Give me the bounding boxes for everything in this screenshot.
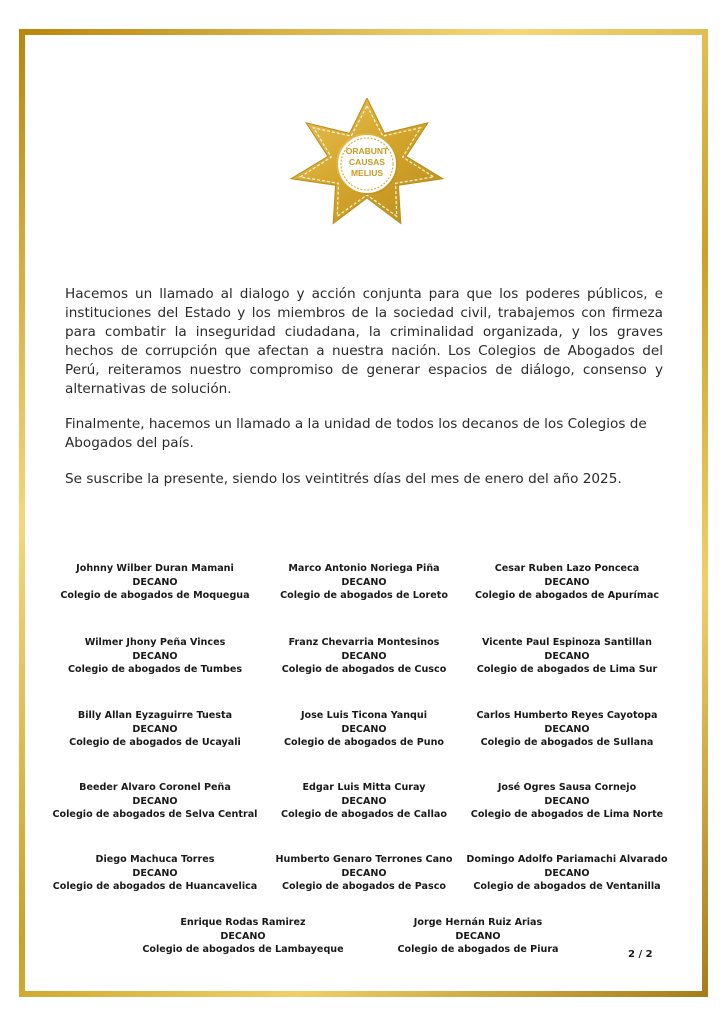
signatory-college: Colegio de abogados de Apurímac — [474, 590, 660, 602]
signatory-title: DECANO — [341, 795, 387, 807]
seal-motto-line2: CAUSAS — [349, 157, 385, 167]
signatory-name: Domingo Adolfo Pariamachi Alvarado — [466, 854, 668, 865]
signatory-college: Colegio de abogados de Lima Sur — [476, 664, 658, 676]
signatory-name: Carlos Humberto Reyes Cayotopa — [476, 710, 658, 721]
signatory-block — [45, 562, 265, 603]
signatory-title: DECANO — [341, 650, 387, 662]
signatory-title: DECANO — [544, 867, 590, 879]
signatory-college: Colegio de abogados de Lima Norte — [470, 809, 664, 821]
signatory-title: DECANO — [341, 867, 387, 879]
signatory-name: Humberto Genaro Terrones Cano — [275, 854, 453, 865]
signatory-title: DECANO — [132, 723, 178, 735]
signatory-block — [254, 709, 474, 750]
signatory-block — [368, 916, 588, 957]
signatory-title: DECANO — [132, 576, 178, 588]
signatory-name: Jorge Hernán Ruiz Arias — [413, 917, 543, 928]
signatory-title: DECANO — [341, 723, 387, 735]
signatory-title: DECANO — [132, 650, 178, 662]
signatory-college: Colegio de abogados de Huancavelica — [52, 881, 258, 893]
signatory-block — [254, 562, 474, 603]
signatory-name: Diego Machuca Torres — [95, 854, 215, 865]
signatory-title: DECANO — [544, 795, 590, 807]
signatory-college: Colegio de abogados de Piura — [397, 944, 559, 956]
signatory-college: Colegio de abogados de Ucayali — [69, 737, 241, 749]
signatory-college: Colegio de abogados de Cusco — [281, 664, 447, 676]
signatory-college: Colegio de abogados de Loreto — [280, 590, 448, 602]
signatory-block — [45, 781, 265, 822]
signatory-name: Cesar Ruben Lazo Ponceca — [494, 563, 640, 574]
seal-motto-line1: ORABUNT — [345, 146, 389, 156]
signatory-college: Colegio de abogados de Selva Central — [52, 809, 258, 821]
signatory-block — [457, 709, 677, 750]
signatory-name: Edgar Luis Mitta Curay — [302, 782, 426, 793]
signatory-title: DECANO — [544, 650, 590, 662]
paragraph-signature-date: Se suscribe la presente, siendo los veintitrés días del mes de enero del año 2025. — [65, 471, 622, 488]
bar-association-seal — [279, 98, 455, 234]
signatory-name: Vicente Paul Espinoza Santillan — [482, 637, 652, 648]
signatory-block — [254, 636, 474, 677]
signatory-college: Colegio de abogados de Ventanilla — [473, 881, 661, 893]
signatory-name: Beeder Alvaro Coronel Peña — [79, 782, 231, 793]
letter-body — [65, 285, 663, 506]
paragraph-unity-call: Finalmente, hacemos un llamado a la unidad de todos los decanos de los Colegios de Abogados del país. — [65, 416, 647, 452]
signatory-name: Enrique Rodas Ramirez — [180, 917, 306, 928]
signatory-block — [45, 853, 265, 894]
signatory-college: Colegio de abogados de Puno — [283, 737, 444, 749]
signatory-block — [254, 781, 474, 822]
signatory-name: Billy Allan Eyzaguirre Tuesta — [77, 710, 233, 721]
signatory-block — [457, 781, 677, 822]
signatory-name: Marco Antonio Noriega Piña — [288, 563, 440, 574]
signatory-block — [45, 636, 265, 677]
signatory-block — [457, 636, 677, 677]
seven-point-star-icon — [279, 98, 455, 234]
signatory-name: Franz Chevarria Montesinos — [288, 637, 440, 648]
signatory-title: DECANO — [220, 930, 266, 942]
signatory-name: Jose Luis Ticona Yanqui — [300, 710, 428, 721]
signatory-college: Colegio de abogados de Callao — [281, 809, 447, 821]
signatory-title: DECANO — [341, 576, 387, 588]
signatory-title: DECANO — [132, 795, 178, 807]
signatory-title: DECANO — [544, 723, 590, 735]
signatory-name: José Ogres Sausa Cornejo — [497, 782, 637, 793]
signatory-title: DECANO — [544, 576, 590, 588]
page-number: 2 / 2 — [628, 949, 653, 960]
signatory-name: Wilmer Jhony Peña Vinces — [84, 637, 226, 648]
signatory-block — [457, 562, 677, 603]
signatory-title: DECANO — [132, 867, 178, 879]
signatory-college: Colegio de abogados de Tumbes — [67, 664, 243, 676]
signatory-title: DECANO — [455, 930, 501, 942]
seal-motto-line3: MELIUS — [350, 168, 384, 178]
signatory-college: Colegio de abogados de Moquegua — [60, 590, 250, 602]
signatory-college: Colegio de abogados de Sullana — [480, 737, 654, 749]
signatory-block — [457, 853, 677, 894]
signatory-block — [133, 916, 353, 957]
signatory-college: Colegio de abogados de Lambayeque — [142, 944, 344, 956]
signatory-block — [254, 853, 474, 894]
paragraph-call-to-dialogue: Hacemos un llamado al dialogo y acción conjunta para que los poderes públicos, e instituciones del Estado y los miembros de la sociedad civil, trabajemos con firmeza para combatir la inseguridad ciudadana, la criminalidad organizada, y los graves hechos de corrupción que afectan a nuestra nación. Los Colegios de Abogados del Perú, reiteramos nuestro compromiso de generar espacios de diálogo, consenso y alternativas de solución. — [65, 286, 663, 397]
signatory-name: Johnny Wilber Duran Mamani — [76, 563, 234, 574]
signatory-block — [45, 709, 265, 750]
signatory-college: Colegio de abogados de Pasco — [282, 881, 446, 893]
